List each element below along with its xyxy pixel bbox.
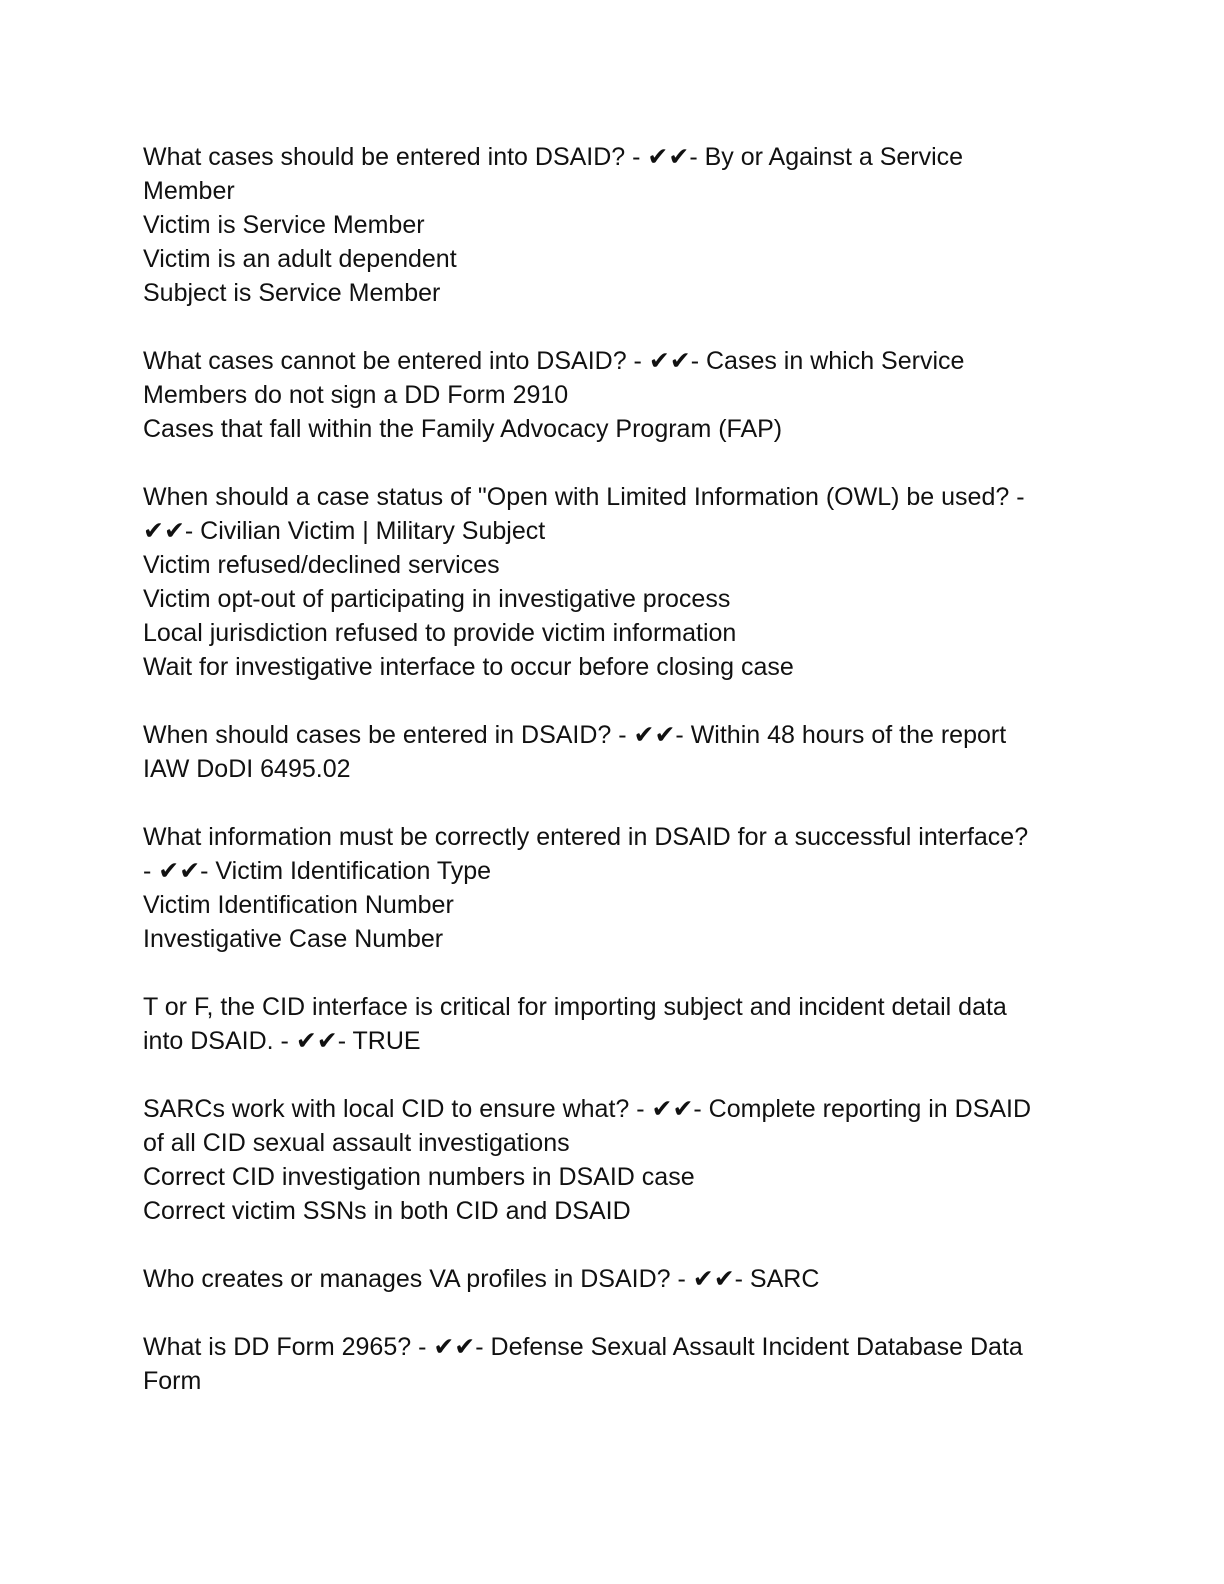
answer-line: Victim is Service Member [143, 211, 425, 239]
answer-line: of all CID sexual assault investigations [143, 1129, 570, 1157]
qa-block [143, 140, 1083, 310]
answer-line: ✔✔- Civilian Victim | Military Subject [143, 517, 546, 545]
answer-line: - ✔✔- Victim Identification Type [143, 857, 492, 885]
answer-line: Investigative Case Number [143, 925, 444, 953]
question-line: What cases cannot be entered into DSAID? - ✔✔- Cases in which Service [143, 347, 965, 375]
document-body [143, 140, 1083, 1432]
answer-line: Cases that fall within the Family Advocacy Program (FAP) [143, 415, 783, 443]
qa-block [143, 1092, 1083, 1228]
answer-line: Members do not sign a DD Form 2910 [143, 381, 569, 409]
answer-line: Wait for investigative interface to occur before closing case [143, 653, 794, 681]
answer-line: Correct victim SSNs in both CID and DSAID [143, 1197, 631, 1225]
answer-line: Victim opt-out of participating in investigative process [143, 585, 731, 613]
answer-line: Form [143, 1367, 202, 1395]
qa-block [143, 718, 1083, 786]
qa-block [143, 480, 1083, 684]
question-line: SARCs work with local CID to ensure what? - ✔✔- Complete reporting in DSAID [143, 1095, 1032, 1123]
answer-line: Correct CID investigation numbers in DSAID case [143, 1163, 695, 1191]
answer-line: into DSAID. - ✔✔- TRUE [143, 1027, 421, 1055]
answer-line: Local jurisdiction refused to provide victim information [143, 619, 737, 647]
answer-line: Member [143, 177, 235, 205]
qa-block [143, 990, 1083, 1058]
answer-line: Victim refused/declined services [143, 551, 500, 579]
answer-line: IAW DoDI 6495.02 [143, 755, 351, 783]
answer-line: Victim Identification Number [143, 891, 454, 919]
question-line: What cases should be entered into DSAID? - ✔✔- By or Against a Service [143, 143, 964, 171]
question-line: Who creates or manages VA profiles in DSAID? - ✔✔- SARC [143, 1265, 820, 1293]
qa-block [143, 820, 1083, 956]
question-line: When should cases be entered in DSAID? - ✔✔- Within 48 hours of the report [143, 721, 1007, 749]
qa-block [143, 344, 1083, 446]
qa-block [143, 1262, 1083, 1296]
qa-block [143, 1330, 1083, 1398]
question-line: When should a case status of "Open with Limited Information (OWL) be used? - [143, 483, 1025, 511]
answer-line: Victim is an adult dependent [143, 245, 457, 273]
answer-line: Subject is Service Member [143, 279, 441, 307]
question-line: What is DD Form 2965? - ✔✔- Defense Sexual Assault Incident Database Data [143, 1333, 1023, 1361]
question-line: What information must be correctly entered in DSAID for a successful interface? [143, 823, 1029, 851]
question-line: T or F, the CID interface is critical for importing subject and incident detail data [143, 993, 1007, 1021]
